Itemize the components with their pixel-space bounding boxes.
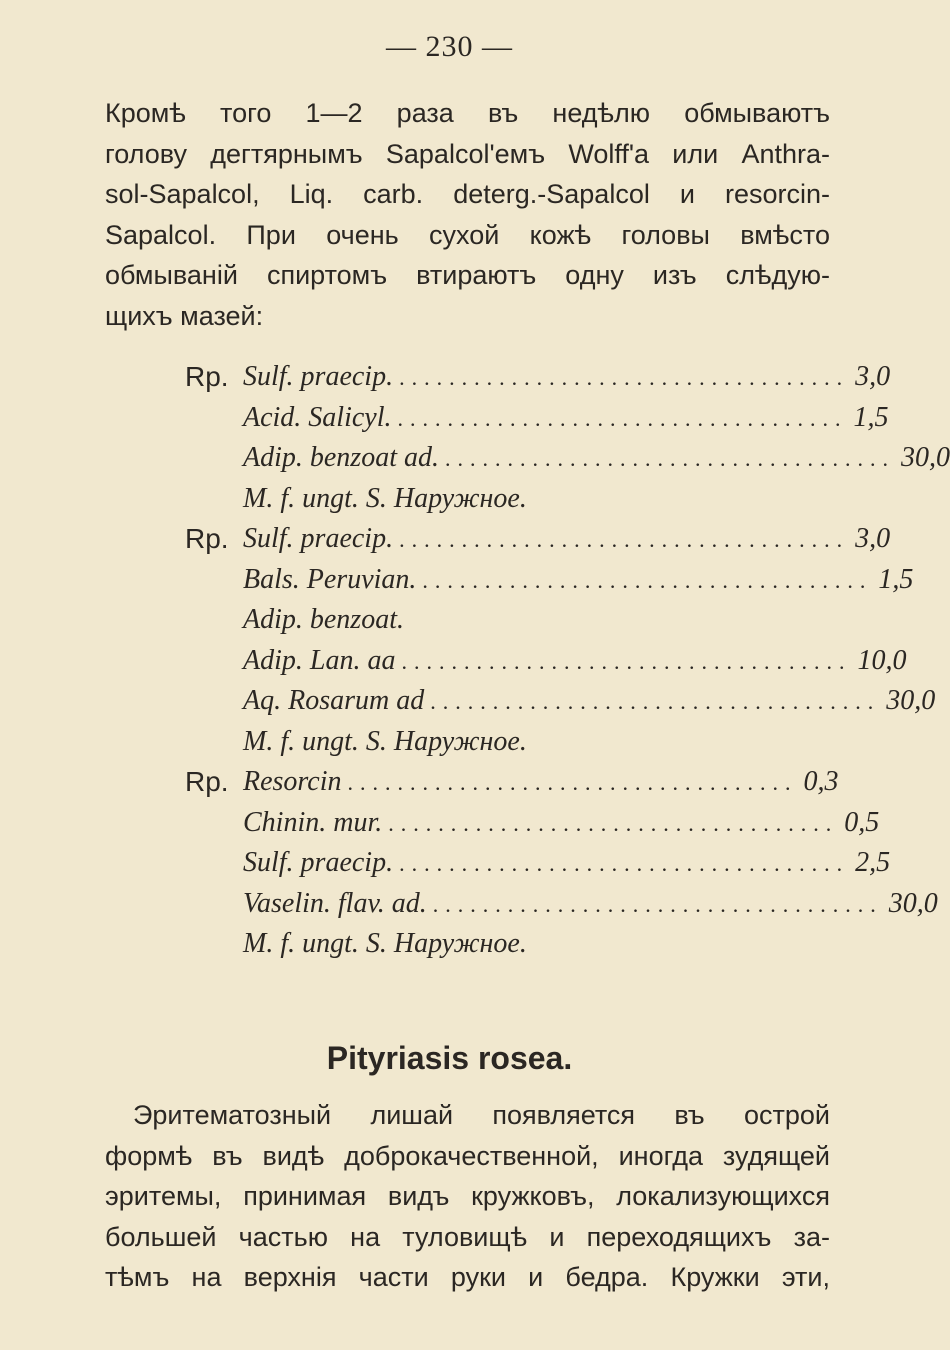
ingredient-name: M. f. ungt. S. Наружное. — [243, 928, 527, 959]
leader-dots: .................................... — [399, 851, 850, 876]
prescription-row — [185, 560, 914, 601]
text-line: Эритематозный лишай появляется въ острой — [133, 1100, 830, 1130]
rx-ingredient — [243, 600, 695, 641]
text-line: обмываній спиртомъ втираютъ одну изъ слѣдую- — [105, 260, 830, 290]
ingredient-quantity: 30,0 — [901, 442, 950, 473]
prescription-list — [185, 357, 950, 965]
ingredient-quantity: 1,5 — [853, 401, 889, 433]
ingredient-name: M. f. ungt. S. Наружное. — [243, 482, 527, 514]
leader-dots: .................................... — [397, 405, 848, 431]
rx-ingredient — [243, 398, 889, 440]
ingredient-name: Bals. Peruvian. — [243, 563, 417, 595]
section-heading: Pityriasis rosea. — [326, 1040, 573, 1076]
prescription-row — [185, 884, 938, 925]
intro-paragraph — [105, 93, 830, 336]
text-line: тѣмъ на верхнія части руки и бедра. Кружки эти, — [105, 1262, 830, 1292]
ingredient-name: Chinin. mur. — [243, 806, 383, 838]
leader-dots: .................................... — [445, 446, 895, 471]
prescription-row — [185, 600, 695, 641]
text-line: голову дегтярнымъ Sapalcol'емъ Wolff'a или Anthra- — [105, 138, 830, 169]
ingredient-quantity: 10,0 — [857, 644, 907, 676]
rx-ingredient — [243, 357, 891, 399]
body-paragraph — [105, 1095, 830, 1298]
leader-dots: .................................... — [401, 648, 852, 674]
rx-ingredient — [243, 884, 938, 926]
prescription-row — [185, 641, 907, 682]
text-line: sol-Sapalcol, Liq. carb. deterg.-Sapalcol и resorcin- — [105, 179, 830, 209]
ingredient-quantity: 30,0 — [886, 685, 936, 716]
ingredient-name: Adip. Lan. aa — [243, 644, 396, 676]
prescription-row — [185, 843, 891, 884]
rx-label: Rp. — [185, 766, 229, 797]
text-line: щихъ мазей: — [105, 300, 264, 331]
rx-ingredient — [243, 924, 695, 965]
ingredient-quantity: 3,0 — [855, 361, 891, 392]
ingredient-name: Sulf. praecip. — [243, 523, 394, 554]
rx-ingredient — [243, 560, 914, 602]
ingredient-name: Adip. benzoat. — [243, 604, 404, 635]
prescription-row — [185, 438, 950, 479]
rx-label: Rp. — [185, 523, 229, 554]
leader-dots: .................................... — [388, 810, 839, 836]
rx-ingredient — [243, 438, 950, 480]
text-line: формѣ въ видѣ доброкачественной, иногда зудящей — [105, 1140, 830, 1171]
prescription-row — [185, 519, 891, 560]
leader-dots: .................................... — [432, 891, 883, 917]
text-line: большей частью на туловищѣ и переходящихъ за- — [105, 1221, 830, 1252]
prescription-row — [185, 479, 695, 520]
prescription-row — [185, 357, 891, 398]
ingredient-quantity: 30,0 — [888, 887, 938, 919]
prescription-row — [185, 762, 839, 803]
ingredient-quantity: 0,3 — [803, 766, 839, 797]
rx-ingredient — [243, 843, 891, 885]
prescription-row — [185, 681, 936, 722]
ingredient-name: Acid. Salicyl. — [243, 401, 392, 433]
prescription-row — [185, 398, 889, 439]
text-line: Кромѣ того 1—2 раза въ недѣлю обмываютъ — [105, 98, 830, 128]
rx-ingredient — [243, 519, 891, 561]
rx-ingredient — [243, 762, 839, 804]
rx-ingredient — [243, 803, 880, 845]
ingredient-name: Aq. Rosarum ad — [243, 685, 425, 716]
ingredient-name: Vaselin. flav. ad. — [243, 887, 427, 919]
prescription-row — [185, 722, 695, 763]
prescription-row — [185, 924, 695, 965]
ingredient-name: Sulf. praecip. — [243, 847, 394, 878]
rx-ingredient — [243, 681, 936, 723]
rx-ingredient — [243, 479, 695, 520]
ingredient-name: M. f. ungt. S. Наружное. — [243, 725, 527, 757]
ingredient-quantity: 2,5 — [855, 847, 891, 878]
leader-dots: .................................... — [347, 770, 798, 795]
rx-ingredient — [243, 722, 695, 763]
leader-dots: .................................... — [399, 365, 850, 390]
ingredient-name: Sulf. praecip. — [243, 361, 394, 392]
text-line: Sapalcol. При очень сухой кожѣ головы вмѣсто — [105, 219, 830, 250]
prescription-row — [185, 803, 880, 844]
leader-dots: .................................... — [422, 567, 873, 593]
leader-dots: .................................... — [430, 689, 881, 714]
ingredient-quantity: 3,0 — [855, 523, 891, 554]
page-number: — 230 — — [386, 30, 513, 63]
rx-ingredient — [243, 641, 907, 683]
leader-dots: .................................... — [399, 527, 850, 552]
ingredient-quantity: 1,5 — [878, 563, 914, 595]
rx-label: Rp. — [185, 361, 229, 392]
ingredient-name: Adip. benzoat ad. — [243, 442, 439, 473]
ingredient-quantity: 0,5 — [844, 806, 880, 838]
text-line: эритемы, принимая видъ кружковъ, локализующихся — [105, 1181, 830, 1211]
ingredient-name: Resorcin — [243, 766, 342, 797]
